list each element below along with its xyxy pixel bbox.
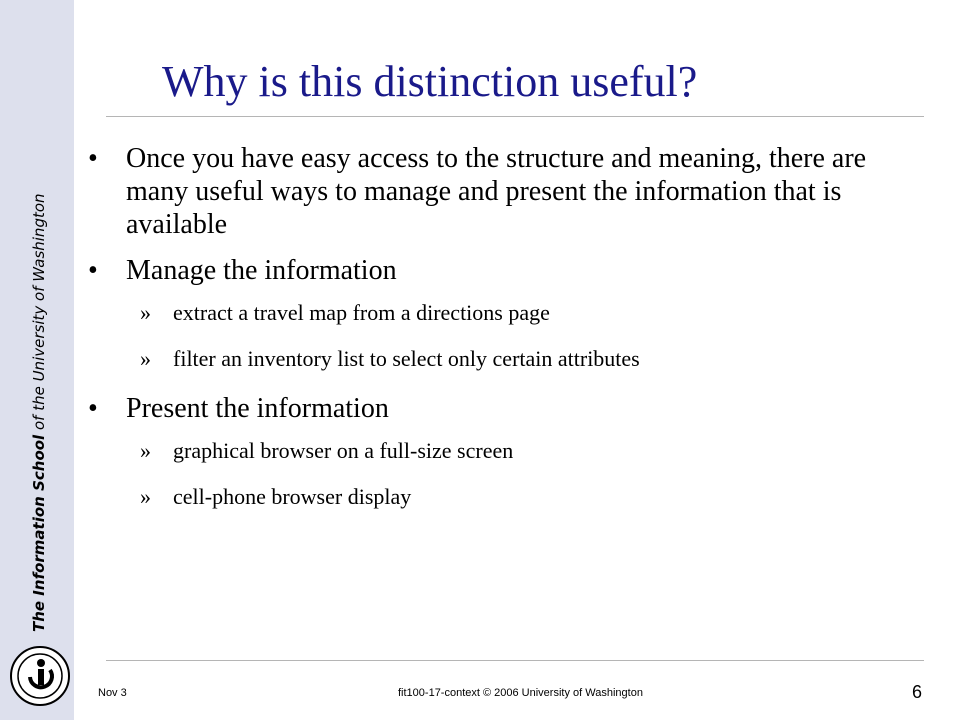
slide-title: Why is this distinction useful?: [162, 57, 698, 106]
sub-bullet-marker: »: [140, 438, 151, 463]
footer-divider: [106, 660, 924, 661]
title-divider: [106, 116, 924, 117]
information-school-logo-icon: [8, 644, 72, 708]
sub-bullet-item: [86, 438, 926, 464]
sub-bullet-item: [86, 484, 926, 510]
bullet-item: • Once you have easy access to the structure and meaning, there are many useful ways to manage and present the information that is available: [86, 142, 926, 241]
sub-bullet-text: cell-phone browser display: [173, 484, 412, 509]
bullet-list: [86, 142, 926, 530]
sub-bullet-text: filter an inventory list to select only certain attributes: [173, 346, 640, 371]
page-number: 6: [911, 682, 922, 702]
sub-bullet-item: [86, 346, 926, 372]
footer-course-name: fit100-17-context: [398, 687, 480, 699]
bullet-item: • Manage the information: [86, 254, 926, 287]
sub-bullet-text: extract a travel map from a directions page: [173, 300, 550, 325]
sidebar-university-name: of the University of Washington: [30, 193, 48, 435]
footer-course: [398, 687, 643, 699]
footer-date: Nov 3: [98, 687, 127, 699]
sub-bullet-marker: »: [140, 346, 151, 371]
sub-bullet-marker: »: [140, 300, 151, 325]
bullet-item: • Present the information: [86, 392, 926, 425]
sidebar: [0, 0, 74, 720]
sidebar-school-name: The Information School: [30, 434, 48, 632]
sub-bullet-text: graphical browser on a full-size screen: [173, 438, 514, 463]
footer-copyright: © 2006 University of Washington: [479, 687, 643, 699]
sub-bullet-item: [86, 300, 926, 326]
sidebar-school-text: [30, 112, 48, 632]
sub-bullet-marker: »: [140, 484, 151, 509]
